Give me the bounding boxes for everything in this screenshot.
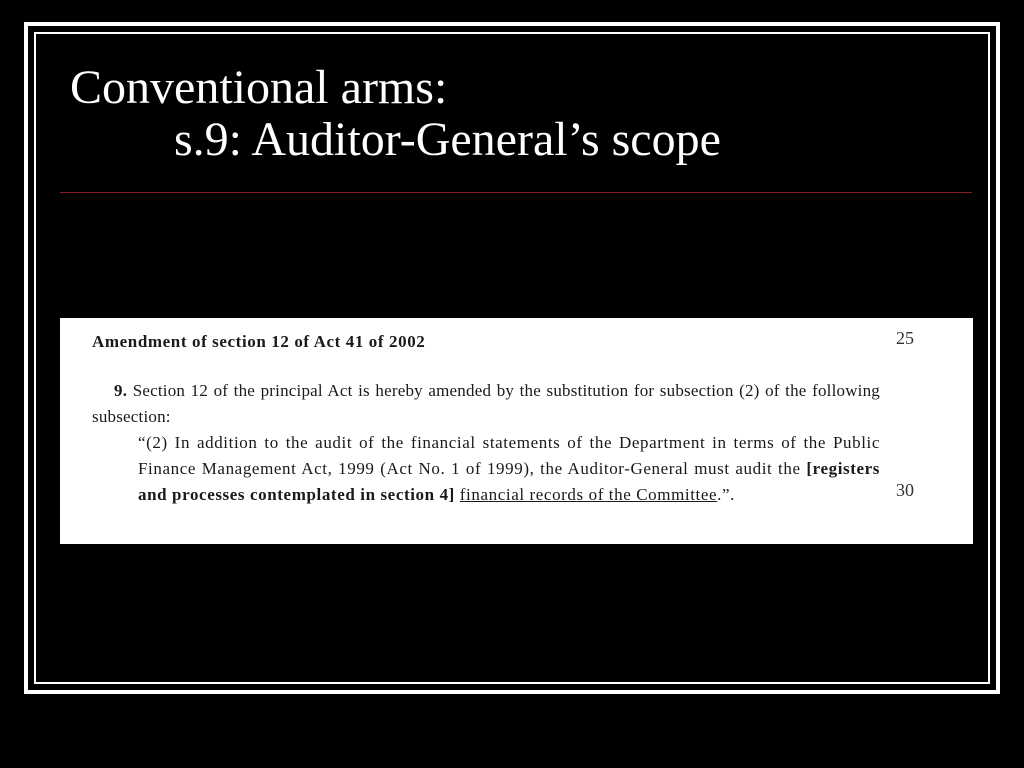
inserted-words: financial records of the Committee <box>459 485 718 504</box>
amendment-body <box>92 378 880 508</box>
line-number-30: 30 <box>896 480 914 500</box>
deleted-words: [registers and processes contemplated in section 4] <box>138 459 880 504</box>
slide-title-line1: Conventional arms: <box>70 61 448 114</box>
section-number: 9. <box>114 381 128 400</box>
subsection-2-end: .”. <box>717 485 736 504</box>
line-number-25: 25 <box>896 328 914 348</box>
slide-title <box>70 62 721 166</box>
amendment-paragraph-9 <box>92 378 880 430</box>
amendment-paragraph-9-text: Section 12 of the principal Act is hereby amended by the substitution for subsection (2) of the following subsection: <box>92 381 880 426</box>
legislation-excerpt-image <box>60 318 973 544</box>
amendment-heading: Amendment of section 12 of Act 41 of 2002 <box>92 332 426 351</box>
substituted-subsection-2 <box>92 430 880 508</box>
title-divider <box>60 192 972 193</box>
subsection-2-text: “(2) In addition to the audit of the financial statements of the Department in terms of the Public Finance Management Act, 1999 (Act No. 1 of 1999), the Auditor-General must audit the <box>138 433 880 478</box>
slide-title-line2: s.9: Auditor-General’s scope <box>174 113 721 166</box>
